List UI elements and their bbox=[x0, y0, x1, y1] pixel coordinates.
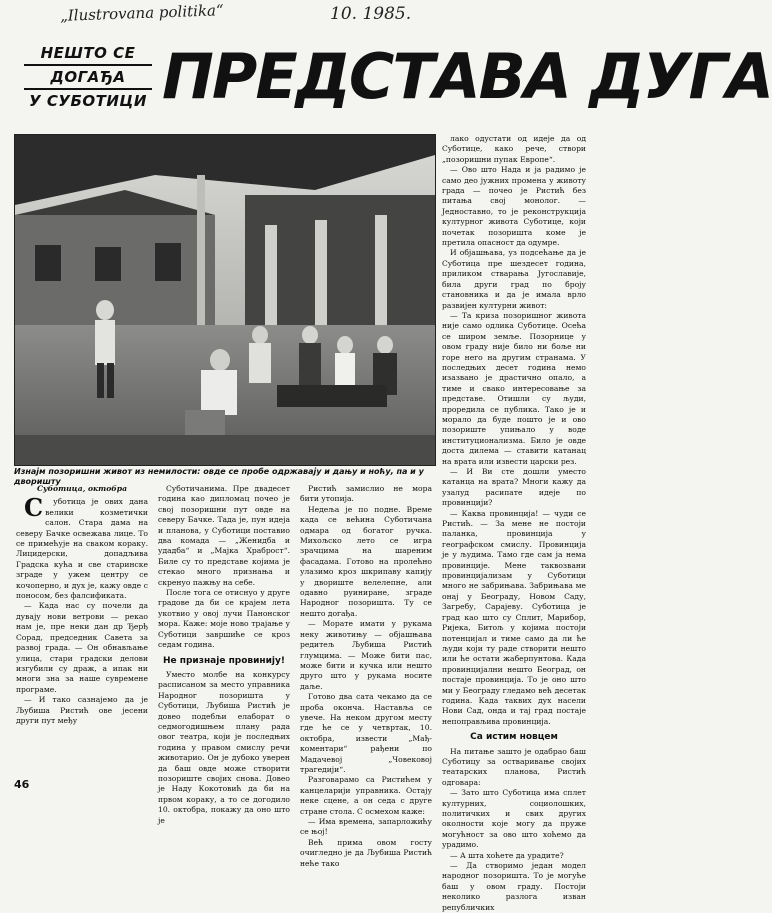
kicker-rule bbox=[24, 88, 152, 90]
article-paragraph: После тога се отиснуо у друге градове да би се крајем лета укотвио у овој лучи Панонског мора. Каже: моје ново трајање у Суботици завршиће се кроз седам година. bbox=[158, 588, 290, 650]
article-paragraph: И објашњава, уз подсећање да је Суботица пре шездесет година, приликом стварања Југославије, била други град по броју становника и да је имала врло развијен културни живот: bbox=[442, 248, 586, 310]
photo-illustration bbox=[15, 135, 435, 465]
article-paragraph: лако одустати од идеје да од Суботице, како рече, створи „позоришни пупак Европе“. bbox=[442, 134, 586, 164]
drop-cap: С bbox=[24, 493, 44, 523]
courtyard-rehearsal-photo bbox=[14, 134, 436, 466]
article-paragraph: — Да створимо један модел народног позоришта. То је могуће баш у овом граду. Постоји неколико разлога изван републичких bbox=[442, 861, 586, 912]
article-paragraph: — А шта хоћете да урадите? bbox=[450, 850, 564, 860]
handwritten-date: 10. 1985. bbox=[330, 4, 412, 24]
article-column-4 bbox=[442, 134, 586, 912]
article-paragraph: — И тако сазнајемо да је Љубиша Ристић ове јесени други пут међу bbox=[16, 695, 148, 725]
photo-caption: Изнајм позоришни живот из немилости: овде се пробе одржавају и дању и ноћу, па и у дворишту bbox=[14, 467, 424, 486]
kicker-line-1: НЕШТО СЕ bbox=[40, 44, 136, 62]
article-paragraph: — Каква провинција! — чуди се Ристић. — За мене не постоји паланка, провинција у географском смислу. Провинција је у људима. Тамо где сам ја нема провинције. Мене таквозвани провинцијализам у Суботици много не забрињава. Забрињава ме онај у Београду, Новом Саду, Загребу, Сарајеву. Суботица је град као што су Сплит, Марибор, Ријека, Битољ у којима постоји потенцијал и тиме само да ли ће људи који ту раде створити нешто или ће остати жаберпунтова. Када провинцијални нешто Београд, он постаје провинција. То је оно што ми у Београду гледамо већ десетак година. Када таквих дух насели Нови Сад, онда и тај град постаје непоправљива провинција. bbox=[442, 508, 586, 726]
article-column-1 bbox=[16, 484, 148, 780]
subheading: Не признаје провинију! bbox=[162, 655, 285, 666]
kicker bbox=[18, 44, 158, 110]
article-column-3 bbox=[300, 484, 432, 868]
article-paragraph: Ристић замислио не мора бити утопија. bbox=[300, 484, 432, 504]
handwritten-source-note: „Ilustrovana politika“ bbox=[59, 1, 224, 25]
article-paragraph: — Зато што Суботица има сплет културних, социолошких, политичких и свих других околности које могу да пруже могућност за ово што хоћемо да урадимо. bbox=[442, 788, 586, 850]
article-paragraph: Готово два сата чекамо да се проба оконча. Наставља се увече. На неком другом месту где ће се у четвртак, 10. октобра, извести „Мађ- коментари“ рађени по Мадачевој „Човековој трагедији“. bbox=[300, 692, 432, 774]
article-paragraph: Разговарамо са Ристићем у канцеларији управника. Остају неке сцене, а он седа с друге стране стола. С осмехом каже: bbox=[300, 775, 432, 816]
article-paragraph: С уботица је ових дана велики козметички салон. Стара дама на северу Бачке освежава лице. То се примећује на сваком кораку. Лицидерски, допадљива Градска кућа и све старинске зграде у ужем центру се кочоперно, и дух је, кажу овде с поносом, без фалсификата. bbox=[16, 493, 148, 601]
article-paragraph: — И Ви сте дошли уместо катанца на врата? Многи кажу да узалуд расипате идеје по провинцији? bbox=[442, 467, 586, 508]
page-number: 46 bbox=[14, 778, 30, 791]
article-paragraph: Уместо молбе на конкурсу расписаном за место управника Народног позоришта у Суботици, Љубиша Ристић је довео подебљи елаборат о седмогодишњем плану рада овог театра, који је последњих година у правом смислу речи животарио. Он је дубоко уверен да баш овде може створити позориште својих снова. Довео је Наду Кокотовић да би на првом кораку, а то се догодило 10. октобра, покажу да оно што је bbox=[158, 669, 290, 825]
article-paragraph: Недеља је по подне. Време када се већина Суботичана одмара од богатог ручка. Михољско лето се игра зрачцима на шареним фасадама. Готово на пролећно улазимо кроз шкрипаву капију у двориште велелепне, али одавно руиниране, зграде Народног позоришта. Ту се нешто догађа. bbox=[300, 504, 432, 618]
article-paragraph: Већ прима овом госту очигледно је да Љубиша Ристић неће тако bbox=[300, 837, 432, 868]
article-paragraph: — Та криза позоришног живота није само одлика Суботице. Осећа се широм земље. Позорнице у овом граду није било ни боље ни горе него на другим странама. У последњих десет година немо изазвано је драстично опало, а тиме и свако интересовање за представе. Отишли су људи, проредила се публика. Тако је и морало да буде пошто је и ово позориште упињало у воде институционализма. Било је овде доста дилема — ставити катанац на врата или извести царски рез. bbox=[442, 310, 586, 466]
headline: ПРЕДСТАВА ДУГА bbox=[162, 40, 772, 113]
kicker-line-3: У СУБОТИЦИ bbox=[29, 92, 147, 110]
subheading: Са истим новцем bbox=[470, 732, 558, 743]
kicker-rule bbox=[24, 64, 152, 66]
article-paragraph: — Када нас су почели да дувају нови ветрови — рекао нам је, пре неки дан др Ђерђ Сорад, председник Савета за развој града. — Он обнављање улица, стари градски делови изгубили су драж, а ипак ни многи зна за наше сувремене програме. bbox=[16, 601, 148, 694]
article-paragraph: — Морате имати у рукама неку животињу — објашњава редитељ Љубиша Ристић глумцима. — Може бити пас, може бити и кучка или нешто друго што у рукама носите даље. bbox=[300, 619, 432, 691]
article-paragraph: — Има времена, запарложићу се њој! bbox=[300, 817, 432, 837]
article-paragraph: На питање зашто је одабрао баш Суботицу за остваривање својих театарских планова, Ристић одговара: bbox=[442, 746, 586, 787]
article-paragraph: — Ово што Нада и ја радимо је само део јужних промена у животу града — почео је Ристић без питања свој монолог. — Једноставно, то је реконструкција културног живота Суботице, који почетак позоришта коме је претила опасност да одумре. bbox=[442, 165, 586, 248]
article-column-2 bbox=[158, 484, 290, 825]
dateline: Суботица, октобра bbox=[36, 484, 128, 493]
kicker-line-2: ДОГАЂА bbox=[50, 68, 126, 86]
article-paragraph: Суботичанима. Пре двадесет година као дипломац почео је свој позоришни пут овде на северу Бачке. Тада је, пун идеја и планова, у Суботици поставио два комада — „Женидба и удадба“ и „Мајка Храброст“. Биле су то представе којима је стекао много признања и скренуо пажњу на себе. bbox=[158, 484, 290, 587]
